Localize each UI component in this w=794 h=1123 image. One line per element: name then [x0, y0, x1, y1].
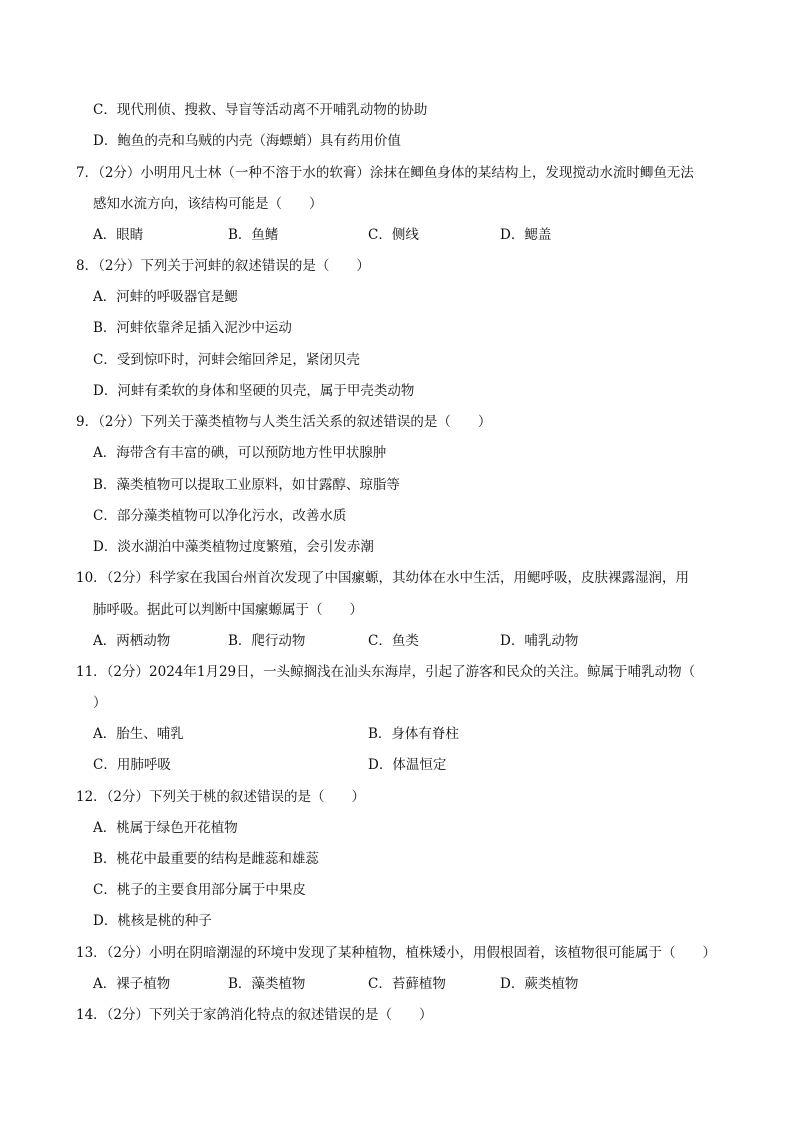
q10-option-c: C．鱼类 — [368, 633, 419, 649]
q10-stem-line2: 肺呼吸。据此可以判断中国瘰螈属于（ ） — [93, 602, 363, 618]
q7-option-d: D．鳃盖 — [500, 227, 552, 243]
q8-option-c: C．受到惊吓时，河蚌会缩回斧足，紧闭贝壳 — [93, 352, 360, 368]
q7-stem-line2: 感知水流方向，该结构可能是（ ） — [93, 196, 323, 212]
q13-option-a: A．裸子植物 — [93, 976, 171, 992]
q9-option-c: C．部分藻类植物可以净化污水，改善水质 — [93, 508, 347, 524]
q10-option-a: A．两栖动物 — [93, 633, 171, 649]
q7-option-c: C．侧线 — [368, 227, 419, 243]
q10-option-d: D．哺乳动物 — [500, 633, 579, 649]
q13-option-d: D．蕨类植物 — [500, 976, 579, 992]
q10-option-b: B．爬行动物 — [228, 633, 306, 649]
q11-option-d: D．体温恒定 — [368, 757, 447, 773]
q12-stem: 12．（2分）下列关于桃的叙述错误的是（ ） — [76, 789, 366, 805]
q13-stem: 13．（2分）小明在阴暗潮湿的环境中发现了某种植物，植株矮小，用假根固着，该植物很可能属于（ ） — [76, 945, 717, 961]
q11-option-a: A．胎生、哺乳 — [93, 726, 184, 742]
q8-stem: 8．（2分）下列关于河蚌的叙述错误的是（ ） — [76, 258, 370, 274]
q11-option-c: C．用肺呼吸 — [93, 757, 171, 773]
q8-option-d: D．河蚌有柔软的身体和坚硬的贝壳，属于甲壳类动物 — [93, 383, 415, 399]
q6-option-d: D．鲍鱼的壳和乌贼的内壳（海螵蛸）具有药用价值 — [93, 133, 401, 149]
q11-options-row1 — [0, 724, 794, 744]
q9-stem: 9．（2分）下列关于藻类植物与人类生活关系的叙述错误的是（ ） — [76, 414, 492, 430]
q9-option-d: D．淡水湖泊中藻类植物过度繁殖，会引发赤潮 — [93, 539, 374, 555]
q12-option-a: A．桃属于绿色开花植物 — [93, 820, 238, 836]
q12-option-d: D．桃核是桃的种子 — [93, 913, 212, 929]
q12-option-c: C．桃子的主要食用部分属于中果皮 — [93, 882, 306, 898]
q11-option-b: B．身体有脊柱 — [368, 726, 459, 742]
q7-options — [0, 225, 794, 245]
q14-stem: 14．（2分）下列关于家鸽消化特点的叙述错误的是（ ） — [76, 1007, 433, 1023]
q6-option-c: C．现代刑侦、搜救、导盲等活动离不开哺乳动物的协助 — [93, 102, 428, 118]
q9-option-b: B．藻类植物可以提取工业原料，如甘露醇、琼脂等 — [93, 477, 400, 493]
q10-stem-line1: 10．（2分）科学家在我国台州首次发现了中国瘰螈，其幼体在水中生活，用鳃呼吸，皮肤裸露湿润，用 — [76, 570, 690, 586]
q12-option-b: B．桃花中最重要的结构是雌蕊和雄蕊 — [93, 851, 319, 867]
q11-options-row2 — [0, 755, 794, 775]
q9-option-a: A．海带含有丰富的碘，可以预防地方性甲状腺肿 — [93, 445, 387, 461]
q7-option-a: A．眼睛 — [93, 227, 144, 243]
q8-option-b: B．河蚌依靠斧足插入泥沙中运动 — [93, 320, 292, 336]
q7-option-b: B．鱼鳍 — [228, 227, 279, 243]
q11-stem-line2: ） — [93, 695, 107, 711]
q13-options — [0, 974, 794, 994]
q11-stem-line1: 11．（2分）2024年1月29日，一头鲸搁浅在汕头东海岸，引起了游客和民众的关注。鲸属于哺乳动物（ — [76, 664, 696, 680]
q13-option-c: C．苔藓植物 — [368, 976, 446, 992]
q8-option-a: A．河蚌的呼吸器官是鳃 — [93, 289, 238, 305]
q7-stem-line1: 7．（2分）小明用凡士林（一种不溶于水的软膏）涂抹在鲫鱼身体的某结构上，发现搅动水流时鲫鱼无法 — [76, 165, 694, 181]
q13-option-b: B．藻类植物 — [228, 976, 306, 992]
q10-options — [0, 631, 794, 651]
